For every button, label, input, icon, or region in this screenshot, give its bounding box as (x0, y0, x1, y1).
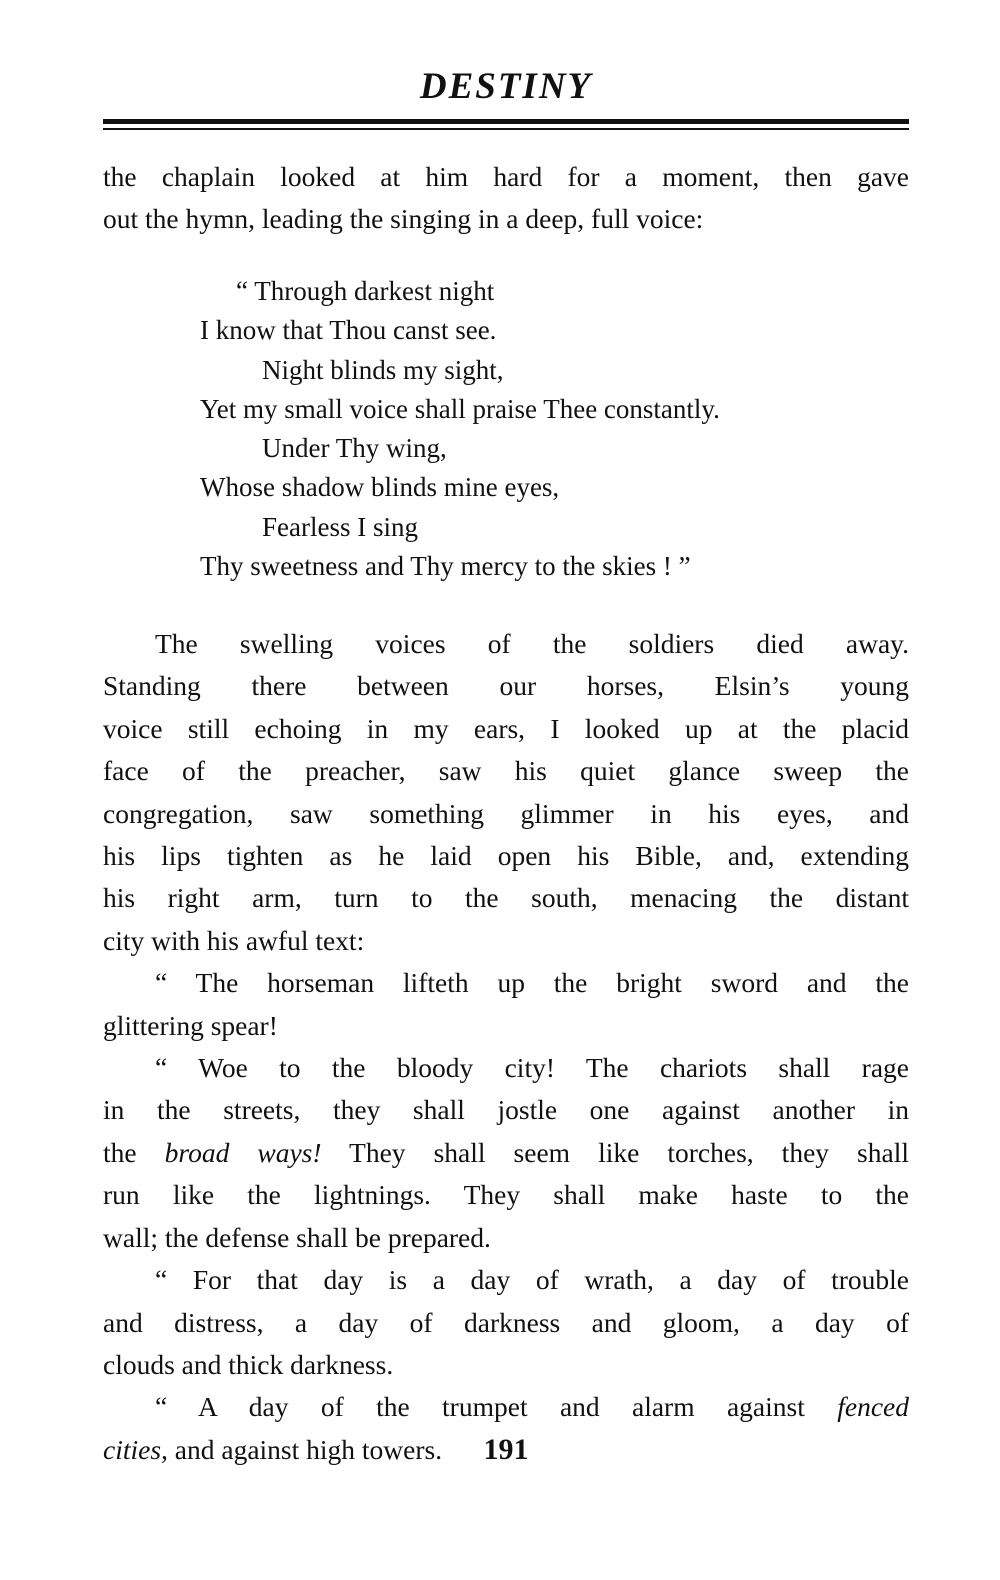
text-line: in the streets, they shall jostle one against another in (103, 1094, 909, 1126)
page-number: 191 (483, 1433, 529, 1466)
text-line: voice still echoing in my ears, I looked up at the placid (103, 712, 909, 744)
text-line: congregation, saw something glimmer in his eyes, and (103, 797, 909, 829)
text-line (103, 1132, 909, 1174)
text-line: “ Woe to the bloody city! The chariots shall rage (155, 1052, 909, 1084)
header-rule-thin (103, 128, 909, 130)
hymn-verse (200, 272, 850, 586)
italic-phrase: fenced (837, 1391, 909, 1423)
text-line (103, 1386, 909, 1428)
running-head: DESTINY (419, 66, 593, 107)
verse-line: Thy sweetness and Thy mercy to the skies ! ” (200, 551, 691, 582)
prose-body (103, 623, 909, 1471)
verse-line: Under Thy wing, (262, 433, 447, 464)
text-line: Standing there between our horses, Elsin’s young (103, 670, 909, 702)
verse-line: I know that Thou canst see. (200, 315, 497, 346)
text-line: “ For that day is a day of wrath, a day of trouble (155, 1264, 909, 1296)
text-line: The swelling voices of the soldiers died away. (155, 628, 909, 659)
text-line: and distress, a day of darkness and gloom, a day of (103, 1306, 909, 1338)
text-line: city with his awful text: (103, 924, 365, 956)
text-line: run like the lightnings. They shall make haste to the (103, 1179, 909, 1211)
verse-line: Yet my small voice shall praise Thee constantly. (200, 393, 720, 424)
book-page (103, 0, 909, 1580)
verse-line: Whose shadow blinds mine eyes, (200, 472, 560, 503)
verse-line: “ Through darkest night (236, 276, 495, 306)
text-segment: the (103, 1136, 165, 1168)
text-line: glittering spear! (103, 1009, 278, 1041)
text-line: wall; the defense shall be prepared. (103, 1221, 491, 1253)
text-line: out the hymn, leading the singing in a deep, full voice: (103, 203, 704, 235)
text-segment: “ A day of the trumpet and alarm against (155, 1391, 838, 1423)
text-segment: They shall seem like torches, they shall (321, 1136, 909, 1168)
text-line: the chaplain looked at him hard for a moment, then gave (103, 161, 909, 192)
text-line: “ The horseman lifteth up the bright sword and the (155, 967, 909, 999)
text-line: his right arm, turn to the south, menacing the distant (103, 882, 909, 914)
text-line: face of the preacher, saw his quiet glance sweep the (103, 755, 909, 787)
opening-paragraph (103, 156, 909, 241)
verse-line: Fearless I sing (262, 511, 418, 542)
header-rule-thick (103, 119, 909, 124)
text-segment: and against high towers. (167, 1433, 443, 1465)
verse-line: Night blinds my sight, (262, 354, 504, 385)
italic-phrase: cities, (103, 1433, 168, 1465)
text-line: clouds and thick darkness. (103, 1348, 394, 1380)
text-line: his lips tighten as he laid open his Bible, and, extending (103, 840, 909, 872)
italic-phrase: broad ways! (164, 1136, 322, 1168)
